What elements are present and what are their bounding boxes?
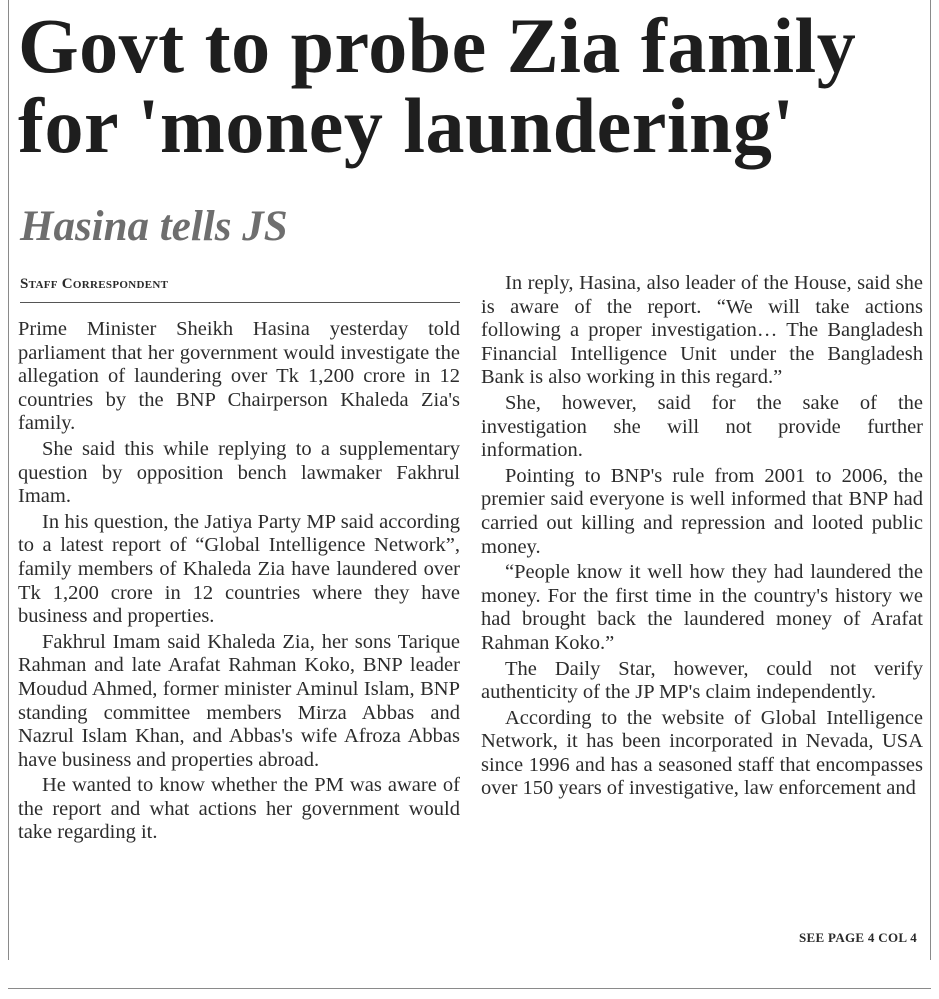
paragraph: She, however, said for the sake of the investigation she will not provide further information. [481,391,923,462]
subheadline: Hasina tells JS [20,203,288,250]
article-column-left [18,318,460,847]
article-column-right [481,272,923,803]
paragraph: Fakhrul Imam said Khaleda Zia, her sons Tarique Rahman and late Arafat Rahman Koko, BNP leader Moudud Ahmed, former minister Aminul Islam, BNP standing committee members Mirza Abbas and Nazrul Islam Khan, and Abbas's wife Afroza Abbas have business and properties abroad. [18,630,460,771]
frame-right-rule [930,0,931,960]
headline-line-2: for 'money laundering' [18,82,795,169]
paragraph: She said this while replying to a supplementary question by opposition bench lawmaker Fakhrul Imam. [18,437,460,508]
paragraph: In his question, the Jatiya Party MP said according to a latest report of “Global Intelligence Network”, family members of Khaleda Zia have laundered over Tk 1,200 crore in 12 countries where they have business and properties. [18,510,460,628]
paragraph: Pointing to BNP's rule from 2001 to 2006, the premier said everyone is well informed that BNP had carried out killing and repression and looted public money. [481,464,923,558]
paragraph: He wanted to know whether the PM was aware of the report and what actions her government would take regarding it. [18,774,460,844]
headline-line-1: Govt to probe Zia family [18,2,857,89]
paragraph: In reply, Hasina, also leader of the House, said she is aware of the report. “We will take actions following a proper investigation… The Bangladesh Financial Intelligence Unit under the Bangladesh Bank is also working in this regard.” [481,272,923,389]
paragraph: According to the website of Global Intelligence Network, it has been incorporated in Nevada, USA since 1996 and has a seasoned staff that encompasses over 150 years of investigative, law enforcement and [481,706,923,800]
paragraph: “People know it well how they had laundered the money. For the first time in the country's history we had brought back the laundered money of Arafat Rahman Koko.” [481,561,923,654]
byline: Staff Correspondent [20,276,169,292]
frame-bottom-rule [8,988,931,989]
continued-jump-line: SEE PAGE 4 COL 4 [799,930,917,945]
frame-left-rule [8,0,9,960]
paragraph: The Daily Star, however, could not verify authenticity of the JP MP's claim independently. [481,657,923,704]
headline [18,2,928,169]
paragraph: Prime Minister Sheikh Hasina yesterday told parliament that her government would investigate the allegation of laundering over Tk 1,200 crore in 12 countries by the BNP Chairperson Khaleda Zia's family. [18,318,460,435]
byline-rule [20,302,460,303]
